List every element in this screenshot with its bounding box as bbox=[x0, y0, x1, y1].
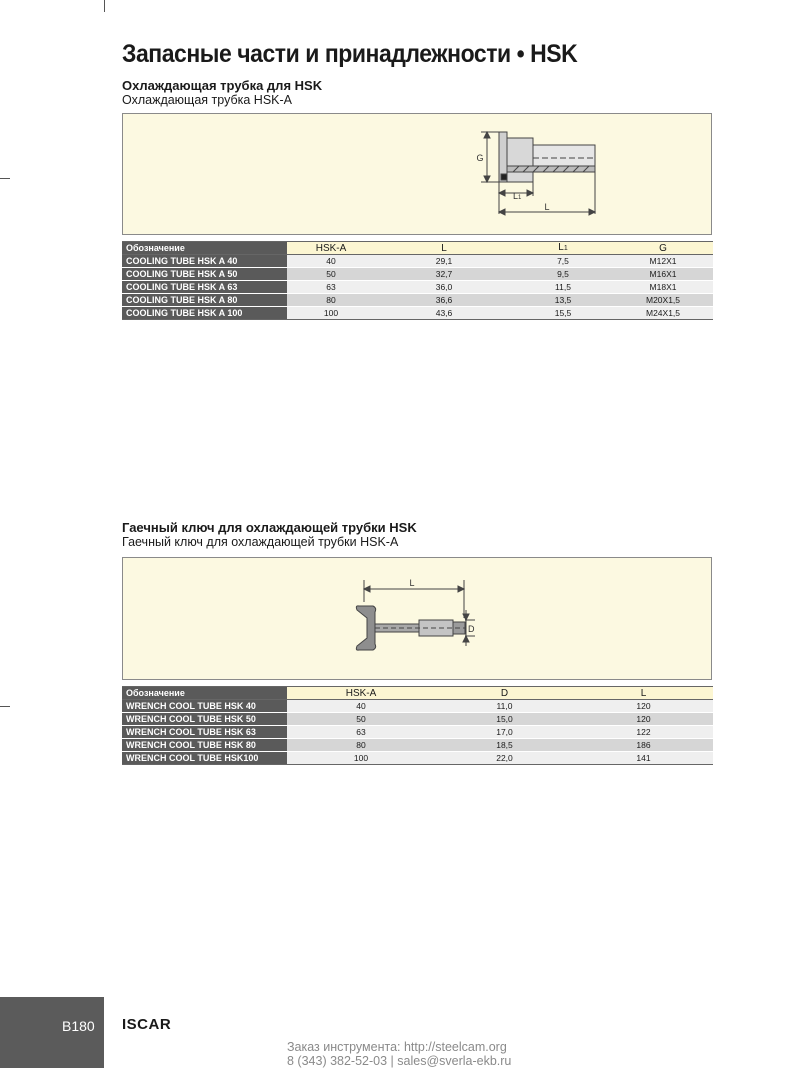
cell-l: 43,6 bbox=[375, 307, 513, 320]
crop-mark-top bbox=[104, 0, 105, 12]
cell-designation: COOLING TUBE HSK A 50 bbox=[122, 268, 287, 281]
table-row bbox=[122, 281, 713, 294]
cell-d: 22,0 bbox=[435, 752, 574, 765]
col-header-hsk-a: HSK-A bbox=[287, 687, 435, 700]
cell-l: 122 bbox=[574, 726, 713, 739]
col-header-d: D bbox=[435, 687, 574, 700]
table-row bbox=[122, 255, 713, 268]
cell-l1: 7,5 bbox=[513, 255, 613, 268]
cell-l: 186 bbox=[574, 739, 713, 752]
cooling-tube-table bbox=[122, 241, 713, 320]
table-row bbox=[122, 739, 713, 752]
table-row bbox=[122, 268, 713, 281]
dim-label-d: D bbox=[468, 624, 475, 634]
cell-designation: COOLING TUBE HSK A 100 bbox=[122, 307, 287, 320]
page-title: Запасные части и принадлежности • HSK bbox=[122, 40, 578, 68]
cell-g: M18X1 bbox=[613, 281, 713, 294]
cell-d: 15,0 bbox=[435, 713, 574, 726]
cell-l: 141 bbox=[574, 752, 713, 765]
cell-d: 18,5 bbox=[435, 739, 574, 752]
cell-g: M24X1,5 bbox=[613, 307, 713, 320]
col-header-designation: Обозначение bbox=[122, 242, 287, 255]
cell-l: 29,1 bbox=[375, 255, 513, 268]
crop-mark-left-upper bbox=[0, 178, 10, 179]
cell-hsk-a: 80 bbox=[287, 739, 435, 752]
dim-label-l: L bbox=[544, 202, 550, 212]
wrench-figure bbox=[122, 557, 712, 680]
cell-hsk-a: 80 bbox=[287, 294, 375, 307]
table-row bbox=[122, 294, 713, 307]
table-row bbox=[122, 307, 713, 320]
cell-hsk-a: 63 bbox=[287, 726, 435, 739]
table-header-row bbox=[122, 242, 713, 255]
cell-designation: COOLING TUBE HSK A 40 bbox=[122, 255, 287, 268]
cell-designation: WRENCH COOL TUBE HSK 50 bbox=[122, 713, 287, 726]
crop-mark-left-lower bbox=[0, 706, 10, 707]
col-header-g: G bbox=[613, 242, 713, 255]
cell-d: 11,0 bbox=[435, 700, 574, 713]
cell-designation: WRENCH COOL TUBE HSK 63 bbox=[122, 726, 287, 739]
cooling-tube-figure bbox=[122, 113, 712, 235]
cell-l: 36,6 bbox=[375, 294, 513, 307]
cell-designation: WRENCH COOL TUBE HSK 80 bbox=[122, 739, 287, 752]
col-header-designation: Обозначение bbox=[122, 687, 287, 700]
cell-designation: COOLING TUBE HSK A 80 bbox=[122, 294, 287, 307]
cell-designation: WRENCH COOL TUBE HSK 40 bbox=[122, 700, 287, 713]
wrench-table bbox=[122, 686, 713, 765]
cell-hsk-a: 63 bbox=[287, 281, 375, 294]
brand-name: ISCAR bbox=[122, 1016, 172, 1033]
cooling-tube-drawing bbox=[123, 114, 713, 236]
cell-g: M12X1 bbox=[613, 255, 713, 268]
cell-l1: 15,5 bbox=[513, 307, 613, 320]
table-row bbox=[122, 752, 713, 765]
section1-subtitle: Охлаждающая трубка HSK-A bbox=[122, 93, 292, 107]
col-header-l1: L1 bbox=[513, 242, 613, 255]
footer-contact-line: 8 (343) 382-52-03 | sales@sverla-ekb.ru bbox=[287, 1054, 512, 1068]
cell-hsk-a: 40 bbox=[287, 255, 375, 268]
dim-label-g: G bbox=[476, 153, 484, 163]
cell-l: 36,0 bbox=[375, 281, 513, 294]
cell-hsk-a: 40 bbox=[287, 700, 435, 713]
table-row bbox=[122, 726, 713, 739]
cell-hsk-a: 100 bbox=[287, 752, 435, 765]
col-header-hsk-a: HSK-A bbox=[287, 242, 375, 255]
table-header-row bbox=[122, 687, 713, 700]
cell-hsk-a: 100 bbox=[287, 307, 375, 320]
cell-l: 32,7 bbox=[375, 268, 513, 281]
dim-label-l: L bbox=[409, 578, 415, 588]
page-number: B180 bbox=[62, 1018, 95, 1034]
cell-d: 17,0 bbox=[435, 726, 574, 739]
cell-l1: 9,5 bbox=[513, 268, 613, 281]
cell-l1: 11,5 bbox=[513, 281, 613, 294]
table-row bbox=[122, 700, 713, 713]
dim-label-l1: L1 bbox=[513, 191, 522, 201]
cell-designation: COOLING TUBE HSK A 63 bbox=[122, 281, 287, 294]
col-header-l: L bbox=[375, 242, 513, 255]
cell-l: 120 bbox=[574, 713, 713, 726]
cell-l: 120 bbox=[574, 700, 713, 713]
section2-title: Гаечный ключ для охлаждающей трубки HSK bbox=[122, 520, 417, 535]
cell-g: M16X1 bbox=[613, 268, 713, 281]
section2-subtitle: Гаечный ключ для охлаждающей трубки HSK-A bbox=[122, 535, 399, 549]
footer-order-line: Заказ инструмента: http://steelcam.org bbox=[287, 1040, 507, 1054]
wrench-drawing bbox=[123, 558, 713, 681]
cell-hsk-a: 50 bbox=[287, 713, 435, 726]
cell-g: M20X1,5 bbox=[613, 294, 713, 307]
table-row bbox=[122, 713, 713, 726]
section1-title: Охлаждающая трубка для HSK bbox=[122, 78, 323, 93]
cell-designation: WRENCH COOL TUBE HSK100 bbox=[122, 752, 287, 765]
cell-hsk-a: 50 bbox=[287, 268, 375, 281]
col-header-l: L bbox=[574, 687, 713, 700]
cell-l1: 13,5 bbox=[513, 294, 613, 307]
